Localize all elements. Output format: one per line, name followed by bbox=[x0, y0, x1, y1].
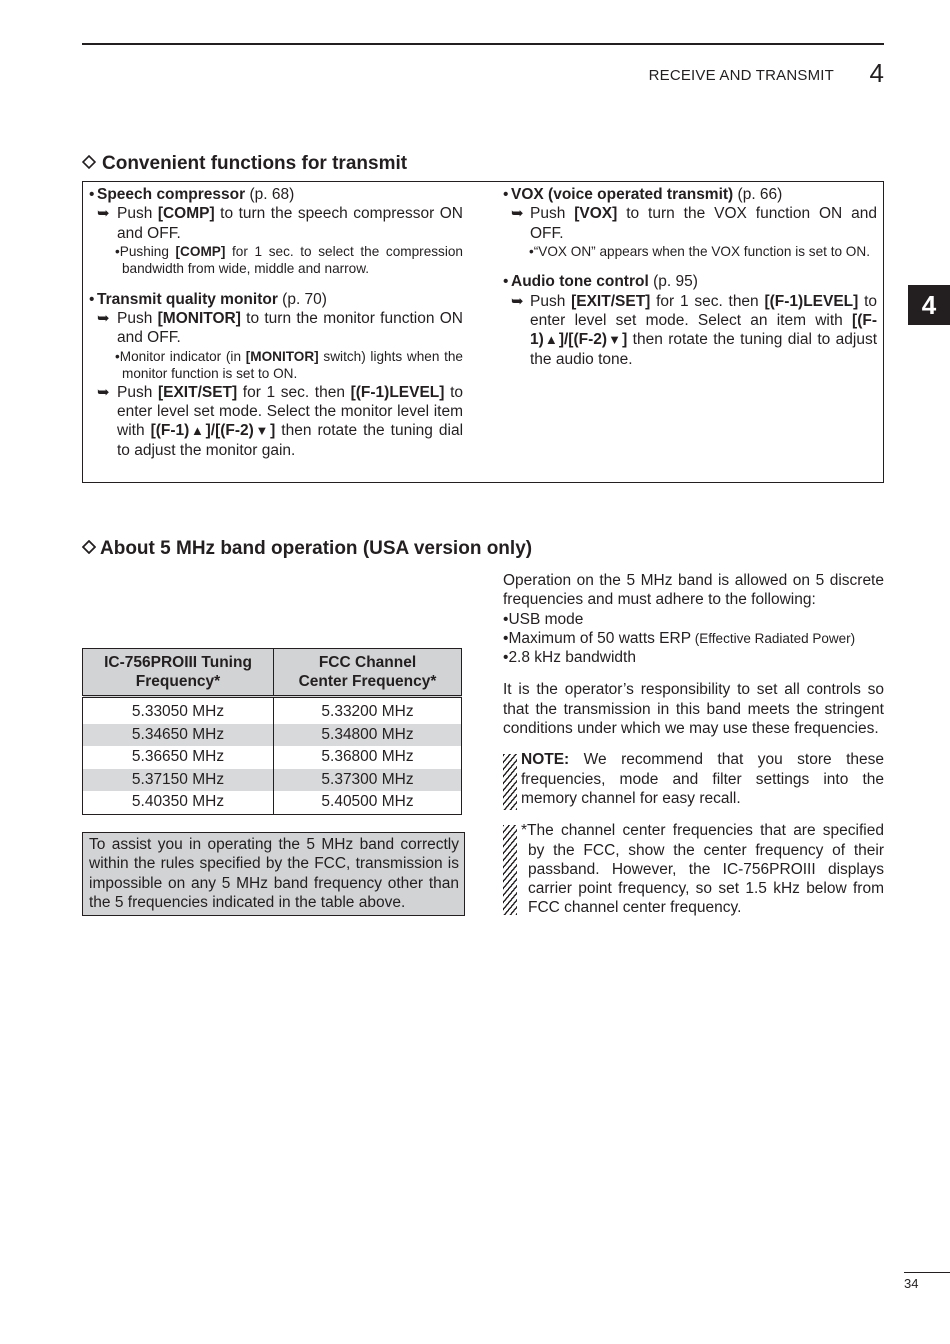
page-ref: (p. 66) bbox=[733, 186, 783, 203]
table-header-tuning bbox=[83, 649, 274, 697]
list-item: •USB mode bbox=[503, 610, 584, 628]
page-ref: (p. 95) bbox=[648, 273, 698, 291]
instruction-text: Push bbox=[530, 205, 575, 223]
key-label: [EXIT/SET] bbox=[157, 383, 238, 401]
intro-text: Operation on the 5 MHz band is allowed on 5 discrete frequencies and must adhere to the following: bbox=[503, 572, 884, 609]
instruction-text: Push bbox=[117, 383, 158, 401]
section-title-text: About 5 MHz band operation (USA version only) bbox=[100, 538, 533, 559]
item-name: Transmit quality monitor bbox=[97, 290, 278, 308]
triangle-up-icon: ▲ bbox=[543, 332, 559, 348]
table-cell: 5.37300 MHz bbox=[274, 769, 462, 792]
triangle-down-icon: ▼ bbox=[607, 332, 623, 348]
key-label: ]/[(F-2) bbox=[205, 422, 254, 440]
instruction-text: then rotate the tuning dial to adjust the audio tone. bbox=[530, 331, 877, 368]
bullet-text: 2.8 kHz bandwidth bbox=[508, 649, 636, 667]
item-name: VOX (voice operated transmit) bbox=[511, 186, 734, 203]
key-label: ]/[(F-2) bbox=[558, 331, 608, 349]
key-label: [MONITOR] bbox=[245, 348, 319, 364]
key-label: [VOX] bbox=[574, 205, 618, 223]
diamond-icon bbox=[82, 155, 96, 169]
header-rule bbox=[82, 43, 884, 45]
key-label: [COMP] bbox=[175, 243, 226, 259]
arrow-icon: ➥ bbox=[511, 205, 524, 223]
band-info-column bbox=[503, 571, 884, 918]
instruction-text: Push bbox=[117, 205, 158, 223]
header-line: IC-756PROIII Tuning bbox=[104, 654, 252, 671]
table-row bbox=[83, 697, 462, 724]
list-item: •Maximum of 50 watts ERP (Effective Radiated Power) bbox=[503, 629, 856, 647]
instruction-text: for 1 sec. then bbox=[650, 292, 765, 310]
arrow-icon: ➥ bbox=[97, 205, 110, 223]
instruction-text: to enter level set mode. Select an item with bbox=[530, 292, 878, 329]
functions-box bbox=[82, 181, 884, 483]
page-ref: (p. 70) bbox=[277, 290, 327, 308]
triangle-down-icon: ▼ bbox=[253, 423, 271, 439]
key-label: [MONITOR] bbox=[157, 310, 241, 328]
arrow-icon: ➥ bbox=[511, 292, 524, 310]
key-label: [(F-1)LEVEL] bbox=[350, 383, 445, 401]
sub-note: Pushing bbox=[119, 243, 176, 259]
table-header-row bbox=[83, 649, 462, 697]
restriction-notice-box: To assist you in operating the 5 MHz band correctly within the rules specified by the FCC, transmission is impossible on any 5 MHz band frequency other than the 5 frequencies indicated in the table above. bbox=[82, 832, 465, 916]
footnote-block bbox=[503, 821, 884, 917]
bullet-note: (Effective Radiated Power) bbox=[691, 630, 856, 646]
list-item: • Transmit quality monitor (p. 70) ➥ Push [MONITOR] to turn the monitor function ON and OFF. •Monitor indicator (in [MONITOR] switch) lights when the monitor function is set to ON. ➥ Push [EXIT/SET] for 1 sec. then [(F-1)LEVEL] to enter level set mode. Select the monitor level item with [(F-1)▲]/[(F-2)▼] then rotate the tuning dial to adjust the monitor gain. bbox=[89, 290, 464, 459]
key-label: [(F-1)LEVEL] bbox=[764, 292, 859, 310]
instruction-text: Push bbox=[117, 310, 158, 328]
hatch-mark-icon bbox=[503, 754, 517, 810]
table-row bbox=[83, 746, 462, 769]
running-header: RECEIVE AND TRANSMIT bbox=[648, 67, 834, 84]
key-label: [(F-1) bbox=[150, 422, 190, 440]
note-block bbox=[503, 750, 884, 808]
note-label: NOTE: bbox=[521, 751, 570, 769]
table-cell: 5.33050 MHz bbox=[83, 697, 274, 724]
section-title-transmit bbox=[82, 153, 407, 175]
table-cell: 5.34650 MHz bbox=[83, 724, 274, 747]
triangle-up-icon: ▲ bbox=[189, 423, 206, 439]
responsibility-text: It is the operator’s responsibility to set all controls so that the transmission in this band meets the stringent conditions under which we may use these frequencies. bbox=[503, 681, 884, 738]
chapter-number: 4 bbox=[869, 58, 884, 88]
key-label: ] bbox=[622, 331, 628, 349]
section-title-5mhz bbox=[82, 538, 532, 560]
key-label: ] bbox=[270, 422, 276, 440]
list-item: • VOX (voice operated transmit) (p. 66) ➥ Push [VOX] to turn the VOX function ON and OFF. •“VOX ON” appears when the VOX function is set to ON. bbox=[503, 186, 877, 259]
bullet-text: USB mode bbox=[508, 610, 584, 628]
list-item: • Audio tone control (p. 95) ➥ Push [EXIT/SET] for 1 sec. then [(F-1)LEVEL] to enter level set mode. Select an item with [(F-1)▲]/[(F-2)▼] then rotate the tuning dial to adjust the audio tone. bbox=[503, 273, 878, 368]
sub-note: Monitor indicator (in bbox=[119, 348, 246, 364]
frequency-table bbox=[82, 648, 462, 815]
list-item: •2.8 kHz bandwidth bbox=[503, 649, 636, 667]
instruction-text: Push bbox=[530, 292, 572, 310]
item-name: Audio tone control bbox=[511, 273, 649, 291]
table-header-fcc bbox=[274, 649, 462, 697]
instruction-text: to turn the VOX function ON and OFF. bbox=[530, 205, 877, 242]
page-ref: (p. 68) bbox=[245, 186, 295, 203]
instruction-text: to enter level set mode. Select the monitor level item with bbox=[117, 383, 463, 440]
instruction-text: to turn the monitor function ON and OFF. bbox=[117, 310, 463, 347]
hatch-mark-icon bbox=[503, 825, 517, 915]
section-title-text: Convenient functions for transmit bbox=[102, 153, 408, 174]
key-label: [(F-1) bbox=[530, 311, 877, 349]
arrow-icon: ➥ bbox=[97, 383, 110, 401]
instruction-text: for 1 sec. then bbox=[237, 383, 351, 401]
list-item: • Speech compressor (p. 68) ➥ Push [COMP] to turn the speech compressor ON and OFF. •Pushing [COMP] for 1 sec. to select the compression bandwidth from wide, middle and narrow. bbox=[89, 186, 463, 277]
table-cell: 5.36650 MHz bbox=[83, 746, 274, 769]
key-label: [EXIT/SET] bbox=[571, 292, 651, 310]
table-cell: 5.37150 MHz bbox=[83, 769, 274, 792]
sub-note: “VOX ON” appears when the VOX function is set to ON. bbox=[533, 243, 870, 259]
header-line: Frequency* bbox=[135, 673, 221, 690]
table-cell: 5.33200 MHz bbox=[274, 697, 462, 724]
bullet-text: Maximum of 50 watts ERP bbox=[508, 629, 692, 647]
footnote-text: *The channel center frequencies that are specified by the FCC, show the center frequency of their passband. However, the IC-756PROIII displays carrier point frequency, so set 1.5 kHz below from FCC channel center frequency. bbox=[521, 822, 884, 917]
arrow-icon: ➥ bbox=[97, 310, 110, 328]
diamond-icon bbox=[82, 540, 96, 554]
sub-note: for 1 sec. to select the compression bandwidth from wide, middle and narrow. bbox=[122, 243, 463, 277]
chapter-tab: 4 bbox=[908, 285, 950, 325]
table-cell: 5.36800 MHz bbox=[274, 746, 462, 769]
key-label: [COMP] bbox=[157, 205, 215, 223]
sub-note: switch) lights when the monitor function is set to ON. bbox=[122, 348, 463, 382]
functions-left-column bbox=[89, 185, 463, 472]
page-number: 34 bbox=[904, 1276, 919, 1291]
table-row bbox=[83, 724, 462, 747]
footer-rule bbox=[904, 1272, 950, 1273]
table-row bbox=[83, 769, 462, 792]
header-line: FCC Channel bbox=[318, 654, 417, 671]
header-line: Center Frequency* bbox=[298, 673, 437, 690]
functions-right-column bbox=[503, 185, 877, 381]
item-name: Speech compressor bbox=[97, 186, 246, 203]
table-cell: 5.34800 MHz bbox=[274, 724, 462, 747]
table-row bbox=[83, 791, 462, 814]
note-text: We recommend that you store these frequencies, mode and filter settings into the memory channel for easy recall. bbox=[521, 751, 884, 807]
instruction-text: then rotate the tuning dial to adjust the monitor gain. bbox=[117, 422, 464, 459]
instruction-text: to turn the speech compressor ON and OFF. bbox=[117, 205, 463, 242]
table-cell: 5.40500 MHz bbox=[274, 791, 462, 814]
table-cell: 5.40350 MHz bbox=[83, 791, 274, 814]
